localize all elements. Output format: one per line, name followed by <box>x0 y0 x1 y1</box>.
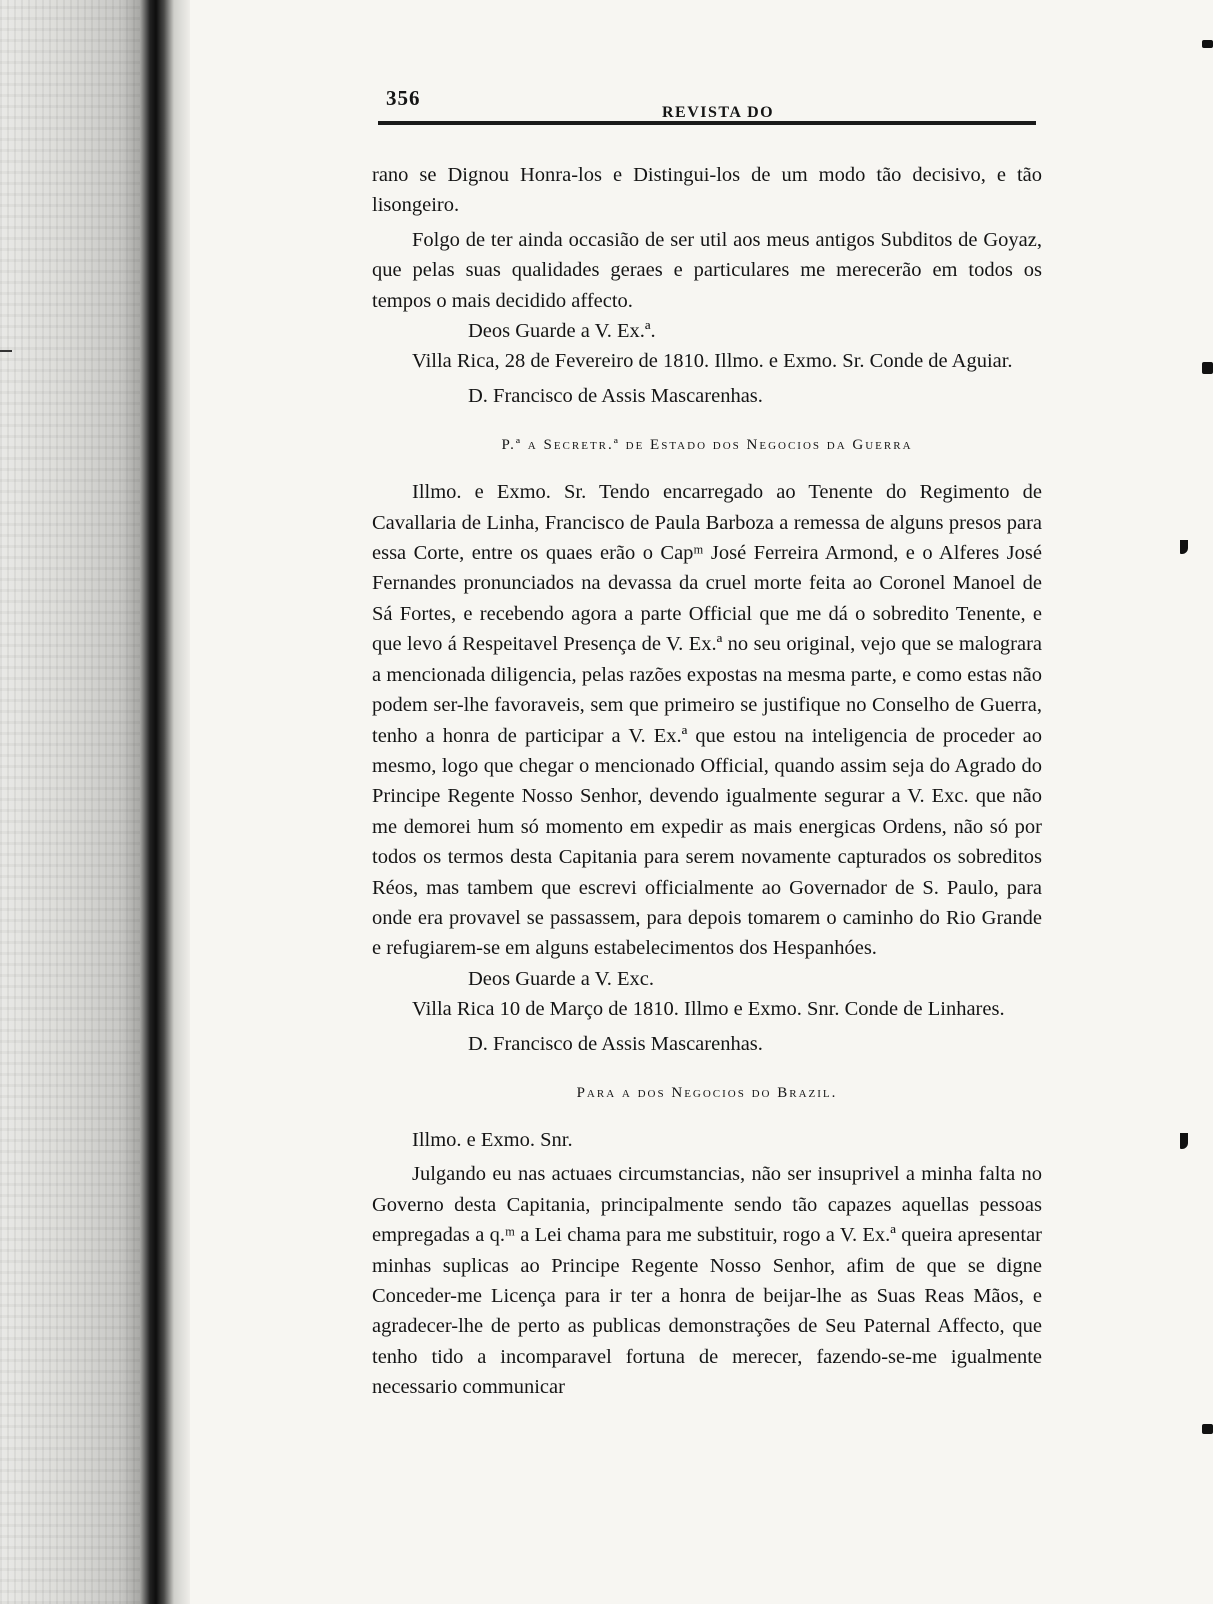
page-body <box>372 160 1042 1403</box>
paragraph-continuation: rano se Dignou Honra-los e Distingui-los de um modo tão decisivo, e tão lisongeiro. <box>372 164 1042 217</box>
dateline: Villa Rica 10 de Março de 1810. Illmo e Exmo. Snr. Conde de Linhares. <box>412 998 1005 1021</box>
margin-mark-top <box>1202 40 1213 48</box>
signature: D. Francisco de Assis Mascarenhas. <box>468 1032 763 1055</box>
page-header <box>372 84 1066 124</box>
closing-formula: Deos Guarde a V. Ex.ª. <box>468 320 656 343</box>
paragraph-goyaz: Folgo de ter ainda occasião de ser util aos meus antigos Subditos de Goyaz, que pelas suas qualidades geraes e particulares me merecerão em todos os tempos o mais decidido affecto. <box>372 228 1042 312</box>
gutter-mark <box>0 350 12 352</box>
section-title-guerra: P.ª a Secretr.ª de Estado dos Negocios da Guerra <box>501 437 913 454</box>
header-rule <box>378 121 1036 125</box>
margin-mark-lower <box>1180 1133 1188 1149</box>
paragraph-guerra-letter: Illmo. e Exmo. Sr. Tendo encarregado ao Tenente do Regimento de Cavallaria de Linha, Francisco de Paula Barboza a remessa de alguns presos para essa Corte, entre os quaes erão o Capᵐ José Ferreira Armond, e o Alferes José Fernandes pronunciados na devassa da cruel morte feita ao Coronel Manoel de Sá Fortes, e recebendo agora a parte Official que me dá o sobredito Tenente, e que levo á Respeitavel Presença de V. Ex.ª no seu original, vejo que se malograra a mencionada diligencia, pelas razões expostas na mesma parte, e como estas não podem ser-lhe favoraveis, sem que primeiro se justifique no Conselho de Guerra, tenho a honra de participar a V. Ex.ª que estou na inteligencia de proceder ao mesmo, logo que chegar o mencionado Official, quando assim seja do Agrado do Principe Regente Nosso Senhor, devendo igualmente segurar a V. Exc. que não me demorei hum só momento em expedir as mais energicas Ordens, não só por todos os termos desta Capitania para serem novamente capturados os sobreditos Réos, mas tambem que escrevi officialmente ao Governador de S. Paulo, para onde era provavel se passassem, para depois tomarem o caminho do Rio Grande e refugiarem-se em alguns estabelecimentos dos Hespanhóes. <box>372 481 1042 960</box>
margin-mark-bottom <box>1202 1424 1213 1434</box>
salutation: Illmo. e Exmo. Snr. <box>412 1128 573 1151</box>
signature: D. Francisco de Assis Mascarenhas. <box>468 384 763 407</box>
section-title-brazil: Para a dos Negocios do Brazil. <box>576 1084 838 1101</box>
gutter-texture <box>0 0 140 1604</box>
paragraph-licenca: Julgando eu nas actuaes circumstancias, não ser insuprivel a minha falta no Governo desta Capitania, principalmente sendo tão capazes aquellas pessoas empregadas a q.ᵐ a Lei chama para me substituir, rogo a V. Ex.ª queira apresentar minhas suplicas ao Principe Regente Nosso Senhor, afim de que se digne Conceder-me Licença para ir ter a honra de beijar-lhe as Suas Reas Mãos, e agradecer-lhe de perto as publicas demonstrações de Seu Paternal Affecto, que tenho tido a incomparavel fortuna de merecer, fazendo-se-me igualmente necessario communicar <box>372 1163 1042 1399</box>
running-head: REVISTA DO <box>662 104 775 121</box>
margin-mark-upper <box>1202 362 1213 374</box>
book-page <box>372 84 1066 1399</box>
margin-mark-middle <box>1180 540 1188 554</box>
page-number: 356 <box>386 86 421 110</box>
closing-formula: Deos Guarde a V. Exc. <box>468 967 654 990</box>
dateline: Villa Rica, 28 de Fevereiro de 1810. Illmo. e Exmo. Sr. Conde de Aguiar. <box>412 350 1013 373</box>
